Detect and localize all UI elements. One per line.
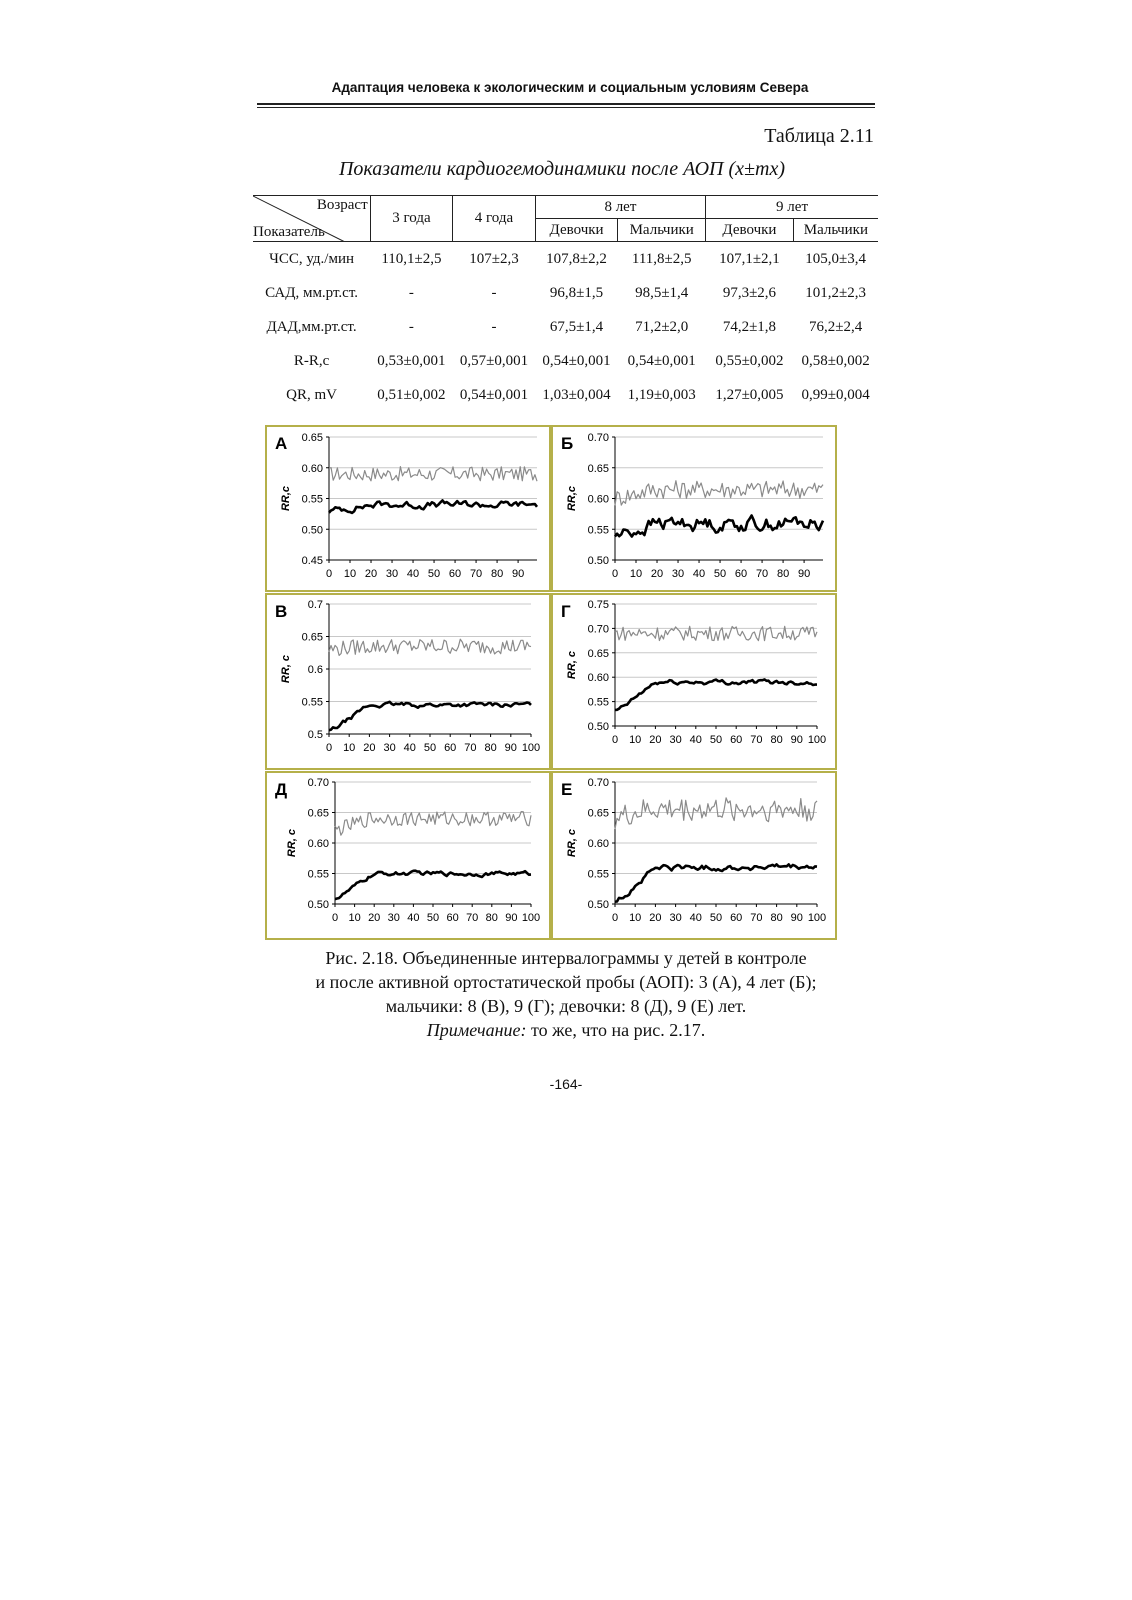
table-number: Таблица 2.11 <box>764 125 874 147</box>
table-cell: 96,8±1,5 <box>549 284 604 301</box>
y-tick-label: 0.6 <box>307 664 323 676</box>
x-tick-label: 10 <box>629 568 643 580</box>
sub-header: Мальчики <box>793 219 878 242</box>
x-tick-label: 90 <box>790 912 803 924</box>
table-cell: 0,51±0,002 <box>377 386 446 403</box>
x-tick-label: 40 <box>407 912 420 924</box>
y-tick-label: 0.60 <box>307 838 329 850</box>
series-control-line <box>329 467 537 482</box>
table-cell: 0,58±0,002 <box>801 352 870 369</box>
y-tick-label: 0.5 <box>307 729 323 741</box>
x-tick-label: 20 <box>364 568 378 580</box>
x-tick-label: 40 <box>689 912 702 924</box>
x-tick-label: 90 <box>505 912 518 924</box>
table-cell: 1,03±0,004 <box>542 386 611 403</box>
chart-d <box>267 773 549 938</box>
y-tick-label: 0.60 <box>587 838 609 850</box>
x-tick-label: 70 <box>750 734 763 746</box>
note-text: то же, что на рис. 2.17. <box>526 1020 706 1040</box>
x-tick-label: 20 <box>363 742 376 754</box>
y-tick-label: 0.65 <box>587 647 609 660</box>
table-corner-cell <box>253 196 370 242</box>
note-label: Примечание: <box>426 1020 527 1040</box>
y-tick-label: 0.70 <box>587 623 609 636</box>
chart-v <box>267 595 549 768</box>
x-tick-label: 60 <box>448 568 462 580</box>
x-tick-label: 30 <box>669 912 682 924</box>
table-cell: 0,54±0,001 <box>542 352 611 369</box>
table-cell: 107,1±2,1 <box>719 250 780 267</box>
y-tick-label: 0.60 <box>301 462 323 475</box>
x-tick-label: 50 <box>427 568 441 580</box>
y-tick-label: 0.50 <box>587 555 609 567</box>
y-tick-label: 0.65 <box>301 631 323 644</box>
caption-line: мальчики: 8 (В), 9 (Г); девочки: 8 (Д), 9 (Е) лет. <box>385 996 747 1016</box>
sub-header: Мальчики <box>618 219 706 242</box>
panel-label: Б <box>561 434 574 453</box>
x-tick-label: 80 <box>770 912 783 924</box>
x-tick-label: 80 <box>776 568 790 580</box>
x-tick-label: 100 <box>807 734 827 746</box>
x-tick-label: 90 <box>511 568 525 580</box>
table-cell: 98,5±1,4 <box>635 284 689 301</box>
table-cell: - <box>408 284 414 301</box>
header-rule-thin <box>257 107 875 108</box>
caption-line: Рис. 2.18. Объединенные интервалограммы у детей в контроле <box>325 948 807 968</box>
y-axis-label: RR, c <box>280 654 292 684</box>
header-rule-thick <box>257 103 875 105</box>
x-tick-label: 20 <box>650 568 664 580</box>
series-aop-line <box>329 702 531 731</box>
row-label: ЧСС, уд./мин <box>269 250 355 267</box>
y-tick-label: 0.7 <box>307 599 323 611</box>
y-tick-label: 0.65 <box>307 807 329 820</box>
x-tick-label: 60 <box>734 568 748 580</box>
x-tick-label: 40 <box>692 568 706 580</box>
series-control-line <box>329 639 531 655</box>
table-cell: 105,0±3,4 <box>805 250 867 267</box>
corner-age-label: Возраст <box>316 197 368 213</box>
x-tick-label: 50 <box>709 912 723 924</box>
y-tick-label: 0.50 <box>587 899 609 911</box>
series-aop-line <box>615 516 823 537</box>
group-header-8y: 8 лет <box>535 196 705 219</box>
x-tick-label: 30 <box>385 568 399 580</box>
x-tick-label: 10 <box>629 734 642 746</box>
table-row <box>253 310 878 344</box>
table-cell: 0,99±0,004 <box>801 386 870 403</box>
y-tick-label: 0.70 <box>587 432 609 444</box>
x-tick-label: 90 <box>790 734 803 746</box>
sub-header: Девочки <box>535 219 618 242</box>
x-tick-label: 10 <box>343 742 356 754</box>
series-control-line <box>615 798 817 829</box>
x-tick-label: 100 <box>521 742 541 754</box>
x-tick-label: 70 <box>466 912 479 924</box>
table-row <box>253 276 878 310</box>
x-tick-label: 0 <box>611 568 619 580</box>
x-tick-label: 100 <box>521 912 541 924</box>
table-cell: 0,57±0,001 <box>459 352 529 369</box>
caption-line: и после активной ортостатической пробы (АОП): 3 (А), 4 лет (Б); <box>315 972 817 992</box>
series-aop-line <box>335 871 531 900</box>
x-tick-label: 10 <box>348 912 361 924</box>
series-control-line <box>335 812 531 836</box>
row-label: ДАД,мм.рт.ст. <box>266 318 357 335</box>
y-tick-label: 0.50 <box>307 899 329 911</box>
table-cell: 110,1±2,5 <box>381 250 442 267</box>
y-tick-label: 0.70 <box>587 777 609 789</box>
x-tick-label: 70 <box>755 568 769 580</box>
x-tick-label: 30 <box>671 568 685 580</box>
x-tick-label: 0 <box>325 568 333 580</box>
x-tick-label: 40 <box>406 568 420 580</box>
x-tick-label: 50 <box>426 912 440 924</box>
table-cell: 0,54±0,001 <box>459 386 529 403</box>
y-tick-label: 0.60 <box>587 672 609 685</box>
x-tick-label: 0 <box>331 912 339 924</box>
x-tick-label: 30 <box>387 912 400 924</box>
running-header: Адаптация человека к экологическим и социальным условиям Севера <box>331 80 809 95</box>
y-tick-label: 0.75 <box>587 599 609 611</box>
chart-panel-a <box>265 425 551 592</box>
y-tick-label: 0.70 <box>307 777 329 789</box>
y-tick-label: 0.65 <box>301 432 323 444</box>
y-axis-label: RR, c <box>566 828 578 858</box>
x-tick-label: 30 <box>383 742 396 754</box>
table-cell: 71,2±2,0 <box>635 318 689 335</box>
panel-label: Д <box>275 780 288 799</box>
table-cell: 74,2±1,8 <box>722 318 777 335</box>
x-tick-label: 60 <box>446 912 459 924</box>
x-tick-label: 50 <box>713 568 727 580</box>
x-tick-label: 80 <box>485 912 498 924</box>
x-tick-label: 60 <box>730 734 743 746</box>
chart-e <box>553 773 835 938</box>
chart-panel-g <box>551 593 837 770</box>
x-tick-label: 90 <box>504 742 517 754</box>
table-cell: - <box>408 318 414 335</box>
data-table <box>253 195 878 412</box>
figure-caption <box>257 946 875 1042</box>
col-header-3y: 3 года <box>370 196 453 242</box>
x-tick-label: 10 <box>343 568 357 580</box>
table-cell: 1,27±0,005 <box>715 386 784 403</box>
y-tick-label: 0.65 <box>587 807 609 820</box>
table-cell: 1,19±0,003 <box>627 386 696 403</box>
corner-indicator-label: Показатель <box>253 224 325 240</box>
y-tick-label: 0.50 <box>301 524 323 537</box>
panel-label: В <box>275 602 288 621</box>
y-axis-label: RR,c <box>280 485 292 512</box>
x-tick-label: 50 <box>709 734 723 746</box>
x-tick-label: 70 <box>464 742 477 754</box>
series-aop-line <box>329 500 537 513</box>
y-tick-label: 0.55 <box>587 696 609 709</box>
x-tick-label: 0 <box>325 742 333 754</box>
row-label: R-R,с <box>293 352 330 369</box>
chart-panel-v <box>265 593 551 770</box>
row-label: САД, мм.рт.ст. <box>265 284 358 301</box>
y-tick-label: 0.55 <box>301 493 323 506</box>
y-tick-label: 0.55 <box>301 696 323 709</box>
group-header-9y: 9 лет <box>706 196 878 219</box>
panel-label: Е <box>561 780 573 799</box>
x-tick-label: 80 <box>770 734 783 746</box>
sub-header: Девочки <box>706 219 794 242</box>
col-header-4y: 4 года <box>453 196 536 242</box>
row-label: QR, mV <box>286 386 337 403</box>
x-tick-label: 40 <box>689 734 702 746</box>
table-cell: 0,54±0,001 <box>627 352 696 369</box>
x-tick-label: 80 <box>490 568 504 580</box>
chart-panel-e <box>551 771 837 940</box>
x-tick-label: 20 <box>649 912 662 924</box>
x-tick-label: 0 <box>611 912 619 924</box>
table-row <box>253 344 878 378</box>
table-cell: 67,5±1,4 <box>549 318 604 335</box>
table-title: Показатели кардиогемодинамики после АОП (x±mx) <box>338 158 785 180</box>
y-axis-label: RR, c <box>286 828 298 858</box>
y-axis-label: RR, c <box>566 650 578 680</box>
x-tick-label: 70 <box>469 568 483 580</box>
table-cell: 101,2±2,3 <box>805 284 867 301</box>
chart-panel-b <box>551 425 837 592</box>
x-tick-label: 10 <box>629 912 642 924</box>
chart-b <box>553 427 835 590</box>
panel-label: Г <box>561 602 571 621</box>
y-tick-label: 0.55 <box>587 868 609 881</box>
table-cell: - <box>491 284 497 301</box>
table-cell: - <box>491 318 497 335</box>
chart-a <box>267 427 549 590</box>
y-tick-label: 0.55 <box>587 524 609 537</box>
table-cell: 0,53±0,001 <box>377 352 446 369</box>
table-cell: 0,55±0,002 <box>715 352 784 369</box>
series-control-line <box>615 481 823 506</box>
table-cell: 107,8±2,2 <box>546 250 607 267</box>
table-cell: 111,8±2,5 <box>631 250 692 267</box>
table-cell: 76,2±2,4 <box>809 318 863 335</box>
x-tick-label: 70 <box>750 912 763 924</box>
y-tick-label: 0.65 <box>587 462 609 475</box>
x-tick-label: 60 <box>730 912 743 924</box>
y-tick-label: 0.45 <box>301 555 323 567</box>
series-aop-line <box>615 679 817 710</box>
caption-note <box>257 1018 875 1042</box>
table-cell: 97,3±2,6 <box>722 284 777 301</box>
x-tick-label: 100 <box>807 912 827 924</box>
table-cell: 107±2,3 <box>469 250 519 267</box>
y-tick-label: 0.55 <box>307 868 329 881</box>
table-row <box>253 242 878 277</box>
x-tick-label: 90 <box>797 568 811 580</box>
y-tick-label: 0.50 <box>587 721 609 733</box>
x-tick-label: 60 <box>444 742 457 754</box>
series-aop-line <box>615 864 817 901</box>
x-tick-label: 50 <box>423 742 437 754</box>
table-row <box>253 378 878 412</box>
x-tick-label: 0 <box>611 734 619 746</box>
x-tick-label: 20 <box>368 912 381 924</box>
x-tick-label: 80 <box>484 742 497 754</box>
x-tick-label: 30 <box>669 734 682 746</box>
panel-label: А <box>275 434 288 453</box>
chart-g <box>553 595 835 768</box>
x-tick-label: 20 <box>649 734 662 746</box>
y-axis-label: RR,c <box>566 485 578 512</box>
x-tick-label: 40 <box>403 742 416 754</box>
y-tick-label: 0.60 <box>587 493 609 506</box>
figure-intervalograms <box>265 425 837 940</box>
page-number: -164- <box>549 1076 583 1092</box>
chart-panel-d <box>265 771 551 940</box>
